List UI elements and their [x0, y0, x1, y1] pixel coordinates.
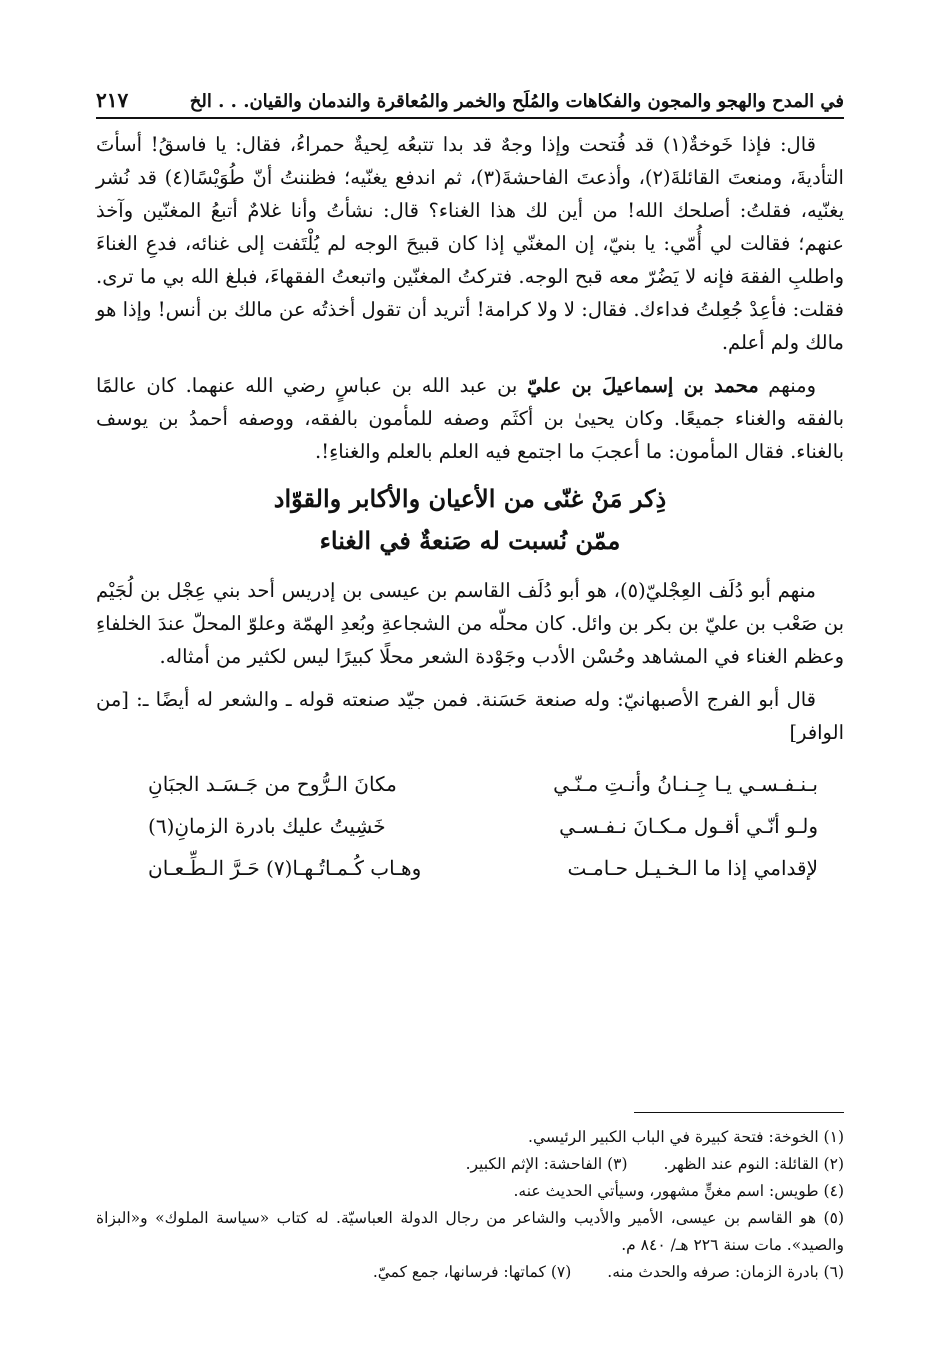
footnote-6: (٦) بادرة الزمان: صرفه والحدث منه. — [607, 1263, 844, 1281]
footnote-2: (٢) القائلة: النوم عند الظهر. — [663, 1155, 844, 1173]
verse-second-hemistich: خَشِيتُ عليك بادرة الزمانِ(٦) — [148, 813, 386, 838]
footnote-row — [96, 1259, 844, 1286]
main-text — [96, 128, 844, 889]
paragraph-2-bold-name: محمد بن إسماعيلَ بن عليّ — [527, 374, 759, 397]
paragraph-1: قال: فإذا خَوخةٌ(١) قد فُتحت وإذا وجهٌ قد بدا تتبعُه لِحيةٌ حمراءُ، فقال: يا فاسقُ! أسأتَ التأديةَ، ومنعتَ القائلةَ(٢)، وأذعتَ الفاحشةَ(٣)، ثم اندفع يغنّيه؛ فظننتُ أنّ طُوَيْسًا(٤) قد نُشر يغنّيه، فقلتُ: أصلحك الله! من أين لك هذا الغناء؟ قال: نشأتُ وأنا غلامٌ أتبعُ المغنّين وآخذ عنهم؛ فقالت لي أُمّي: يا بنيّ، إن المغنّي إذا كان قبيحَ الوجه لم يُلْتَفت إلى غنائه، فدعِ الغناءَ واطلبِ الفقهَ فإنه لا يَضُرّ معه قبح الوجه. فتركتُ المغنّين واتبعتُ الفقهاءَ، فبلغ الله بي ما ترى. فقلت: فأعِدْ جُعِلتُ فداءك. فقال: لا ولا كرامة! أتريد أن تقول أخذتُه عن مالك بن أنس! وإذا هو مالك ولم أعلم. — [96, 133, 844, 354]
verse-line — [96, 805, 844, 847]
verse-first-hemistich: بـنـفـسـي يـا جِـنـانُ وأنـتِ مـنّـي — [553, 771, 818, 796]
page-number: ٢١٧ — [96, 88, 129, 112]
footnote-3: (٣) الفاحشة: الإثم الكبير. — [465, 1155, 628, 1173]
footnotes — [96, 1124, 844, 1286]
footnote-1: (١) الخوخة: فتحة كبيرة في الباب الكبير الرئيسي. — [528, 1128, 844, 1146]
paragraph-2-rest: بن عبد الله بن عباسٍ رضي الله عنهما. كان عالمًا بالفقه والغناء جميعًا. وكان يحيىٰ بن أكثَم وصفه للمأمون بالفقه، ووصفه أحمدُ بن يوسف بالغناء. فقال المأمون: ما أعجبَ ما اجتمع فيه العلم بالعلم والغناءِ!. — [96, 374, 844, 463]
footnote-4: (٤) طويس: اسم مغنٍّ مشهور، وسيأتي الحديث عنه. — [513, 1182, 844, 1200]
paragraph-4: قال أبو الفرج الأصبهانيّ: وله صنعة حَسَنة. فمن جيّد صنعته قوله ـ والشعر له أيضًا ـ: [من الوافر] — [96, 688, 844, 744]
footnote-7: (٧) كماتها: فرسانها، جمع كميّ. — [372, 1263, 572, 1281]
paragraph-2-prefix: ومنهم — [758, 374, 816, 397]
paragraph-3: منهم أبو دُلَف العِجْليّ(٥)، هو أبو دُلَف القاسم بن عيسى بن إدريس أحد بني عِجْل بن لُجَيْم بن صَعْب بن عليّ بن بكر بن وائل. كان محلّه من الشجاعةِ وبُعدِ الهمّة وعلوّ المحلّ عندَ الخلفاءِ وعظم الغناء في المشاهد وحُسْن الأدب وجَوْدة الشعر محلًا كبيرًا ليس لكثير من أمثاله. — [96, 579, 844, 668]
section-heading-line-2: ممّن نُسبت له صَنعةٌ في الغناء — [319, 526, 621, 555]
verse-line — [96, 763, 844, 805]
running-head — [96, 78, 844, 112]
verse-first-hemistich: لإقدامي إذا ما الـخـيـل حـامـت — [567, 855, 818, 880]
header-divider — [96, 117, 844, 119]
verse-second-hemistich: مكانَ الـرُّوح من جَـسَـد الجبَانِ — [148, 771, 397, 796]
paragraph-2 — [96, 369, 844, 468]
footnote-row — [96, 1151, 844, 1178]
running-head-title: في المدح والهجو والمجون والفكاهات والمُلَح والخمر والمُعاقرة والندمان والقيان. . . الخ — [189, 91, 844, 112]
section-heading — [96, 478, 844, 562]
verse-first-hemistich: ولـو أنّـي أقـول مـكـانَ نـفـسـي — [559, 813, 818, 838]
footnote-divider — [634, 1112, 844, 1113]
footnote-5: (٥) هو القاسم بن عيسى، الأمير والأديب والشاعر من رجال الدولة العباسيّة. له كتاب «سياسة الملوك» و«البزاة والصيد». مات سنة ٢٢٦ هـ/ ٨٤٠ م. — [96, 1209, 844, 1254]
poem — [96, 763, 844, 889]
verse-line — [96, 847, 844, 889]
section-heading-line-1: ذِكر مَنْ غنّى من الأعيان والأكابر والقوّاد — [273, 484, 667, 513]
verse-second-hemistich: وهـاب كُـمـاتُـهـا(٧) حَـرَّ الـطِّـعـان — [148, 855, 422, 880]
